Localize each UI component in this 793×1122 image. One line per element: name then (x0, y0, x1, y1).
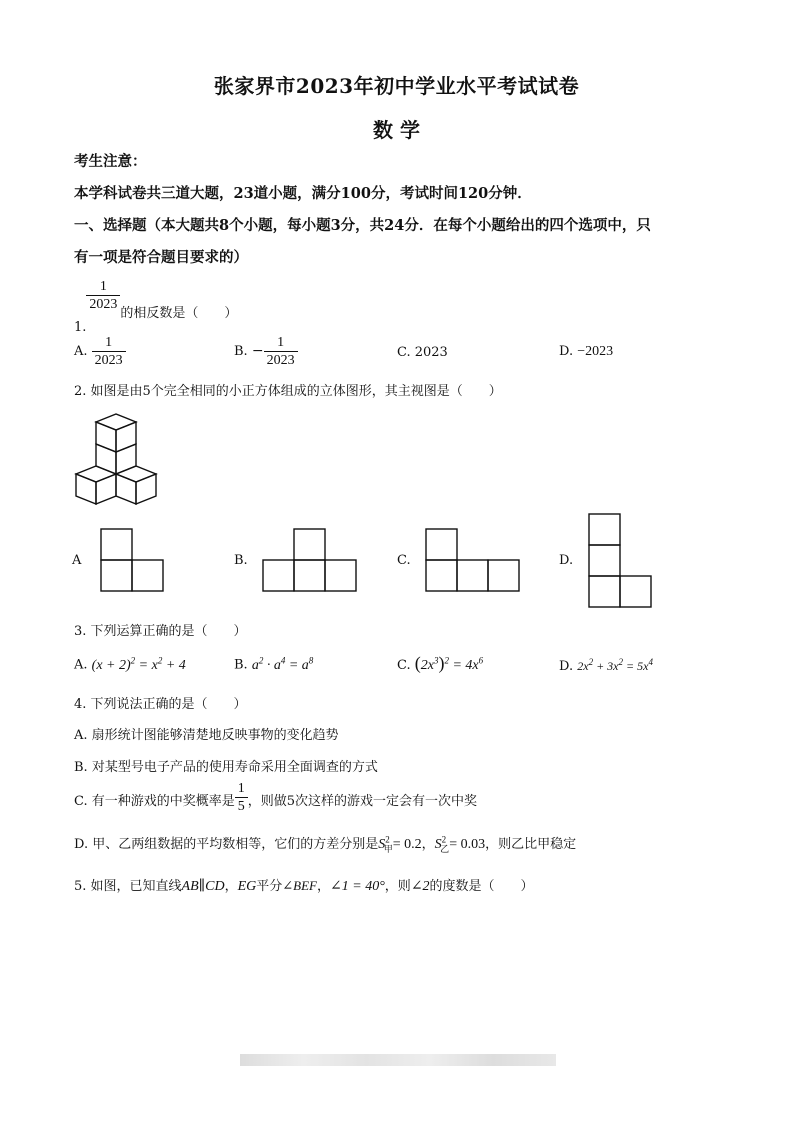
q2-option-c-label: C. (397, 553, 411, 568)
subject-title: 数 学 (373, 118, 420, 142)
q3-option-d: D. $2x^2 + 3x^2 = 5x^4$ (559, 657, 653, 674)
q2-option-c-figure (425, 528, 520, 592)
section1-line2: 有一项是符合题目要求的） (74, 249, 248, 266)
q4-option-d: D. 甲、乙两组数据的平均数相等，它们的方差分别是$S^2_甲= 0.2$，$S^2_乙= 0.03$，则乙比甲稳定 (74, 834, 577, 854)
notice-heading: 考生注意： (74, 153, 147, 170)
q2-option-a-label: A (72, 553, 82, 568)
question-2: 2. 如图是由5个完全相同的小正方体组成的立体图形，其主视图是（ ） (74, 384, 502, 399)
q2-option-d-figure (588, 513, 652, 608)
q1-option-a: A. $\frac{1}{2023}$ (74, 334, 126, 369)
exam-title: 张家界市2023年初中学业水平考试试卷 (213, 74, 580, 98)
q2-option-d-label: D. (559, 553, 574, 568)
q2-cube-figure (70, 408, 170, 508)
q2-option-b-label: B. (234, 553, 248, 568)
question-1: 1. $\frac{1}{2023}$ 的相反数是（ ） (74, 279, 238, 335)
q2-option-b-figure (262, 528, 357, 592)
q3-option-c: C. $(2x^3)^2 = 4x^6$ (397, 653, 484, 673)
q3-option-b: B. $a^2 \cdot a^4 = a^8$ (234, 655, 314, 673)
q3-option-a: A. $(x + 2)^2 = x^2 + 4$ (74, 655, 186, 673)
q4-option-b: B. 对某型号电子产品的使用寿命采用全面调查的方式 (74, 760, 378, 775)
q1-option-c: C. 2023 (397, 345, 448, 360)
q4-option-c: C. 有一种游戏的中奖概率是 $\frac{1}{5}$ ，则做5次这样的游戏一定会有一次中奖 (74, 781, 478, 814)
q1-fraction: $\frac{1}{2023}$ (86, 278, 120, 313)
question-5: 5. 如图，已知直线AB∥CD，EG平分∠BEF，∠1 = 40°，则∠2的度数是（ ） (74, 878, 534, 894)
q1-option-b: B. − $\frac{1}{2023}$ (234, 334, 298, 369)
section1-line1: 一、选择题（本大题共8个小题，每小题3分，共24分．在每个小题给出的四个选项中，只 (74, 217, 651, 234)
q4-option-a: A. 扇形统计图能够清楚地反映事物的变化趋势 (74, 728, 339, 743)
blurred-footer-watermark (240, 1054, 556, 1066)
question-4: 4. 下列说法正确的是（ ） (74, 697, 247, 712)
notice-body: 本学科试卷共三道大题，23道小题，满分100分，考试时间120分钟． (74, 185, 532, 202)
q2-option-a-figure (100, 528, 164, 592)
question-3: 3. 下列运算正确的是（ ） (74, 624, 247, 639)
q1-option-d: D. −2023 (559, 344, 614, 359)
